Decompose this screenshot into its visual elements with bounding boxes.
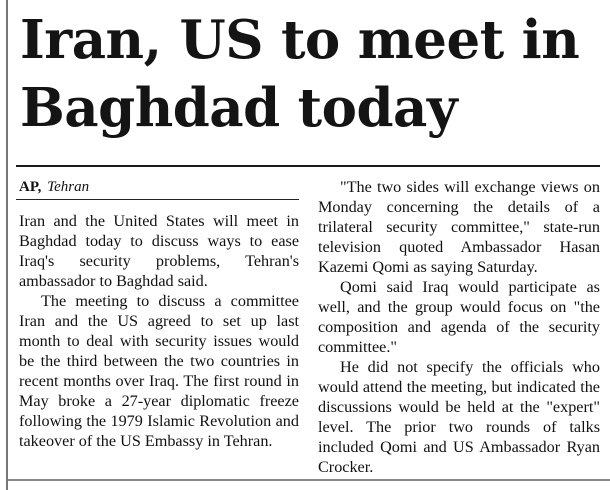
headline-line-1: Iran, US to meet in: [20, 9, 580, 71]
left-border: [6, 0, 8, 490]
article-column-right: [318, 177, 600, 477]
paragraph: The meeting to discuss a committee Iran and the US agreed to set up last month to deal with security issues would be the third between the two countries in recent months over Iraq. The first round in May broke a 27-year diplomatic freeze following the 1979 Islamic Revolution and takeover of the US Embassy in Tehran.: [19, 292, 299, 450]
headline-rule: [16, 165, 600, 167]
paragraph: Iran and the United States will meet in Baghdad today to discuss ways to ease Iraq's security problems, Tehran's ambassador to Baghdad said.: [19, 212, 299, 290]
paragraph: He did not specify the officials who would attend the meeting, but indicated the discussions would be held at the "expert" level. The prior two rounds of talks included Qomi and US Ambassador Ryan Crocker.: [318, 358, 600, 476]
paragraph: "The two sides will exchange views on Monday concerning the details of a trilateral security committee," state-run television quoted Ambassador Hasan Kazemi Qomi as saying Saturday.: [318, 178, 600, 276]
headline-line-2: Baghdad today: [20, 77, 458, 139]
bottom-rule: [8, 479, 610, 481]
byline-place: Tehran: [47, 179, 90, 195]
byline-agency: AP,: [19, 179, 42, 195]
paragraph: Qomi said Iraq would participate as well, and the group would focus on "the composition and agenda of the security committee.": [318, 278, 600, 356]
byline: [19, 177, 89, 197]
article-column-left: [19, 211, 299, 451]
headline: [20, 6, 610, 142]
byline-rule: [16, 199, 299, 200]
